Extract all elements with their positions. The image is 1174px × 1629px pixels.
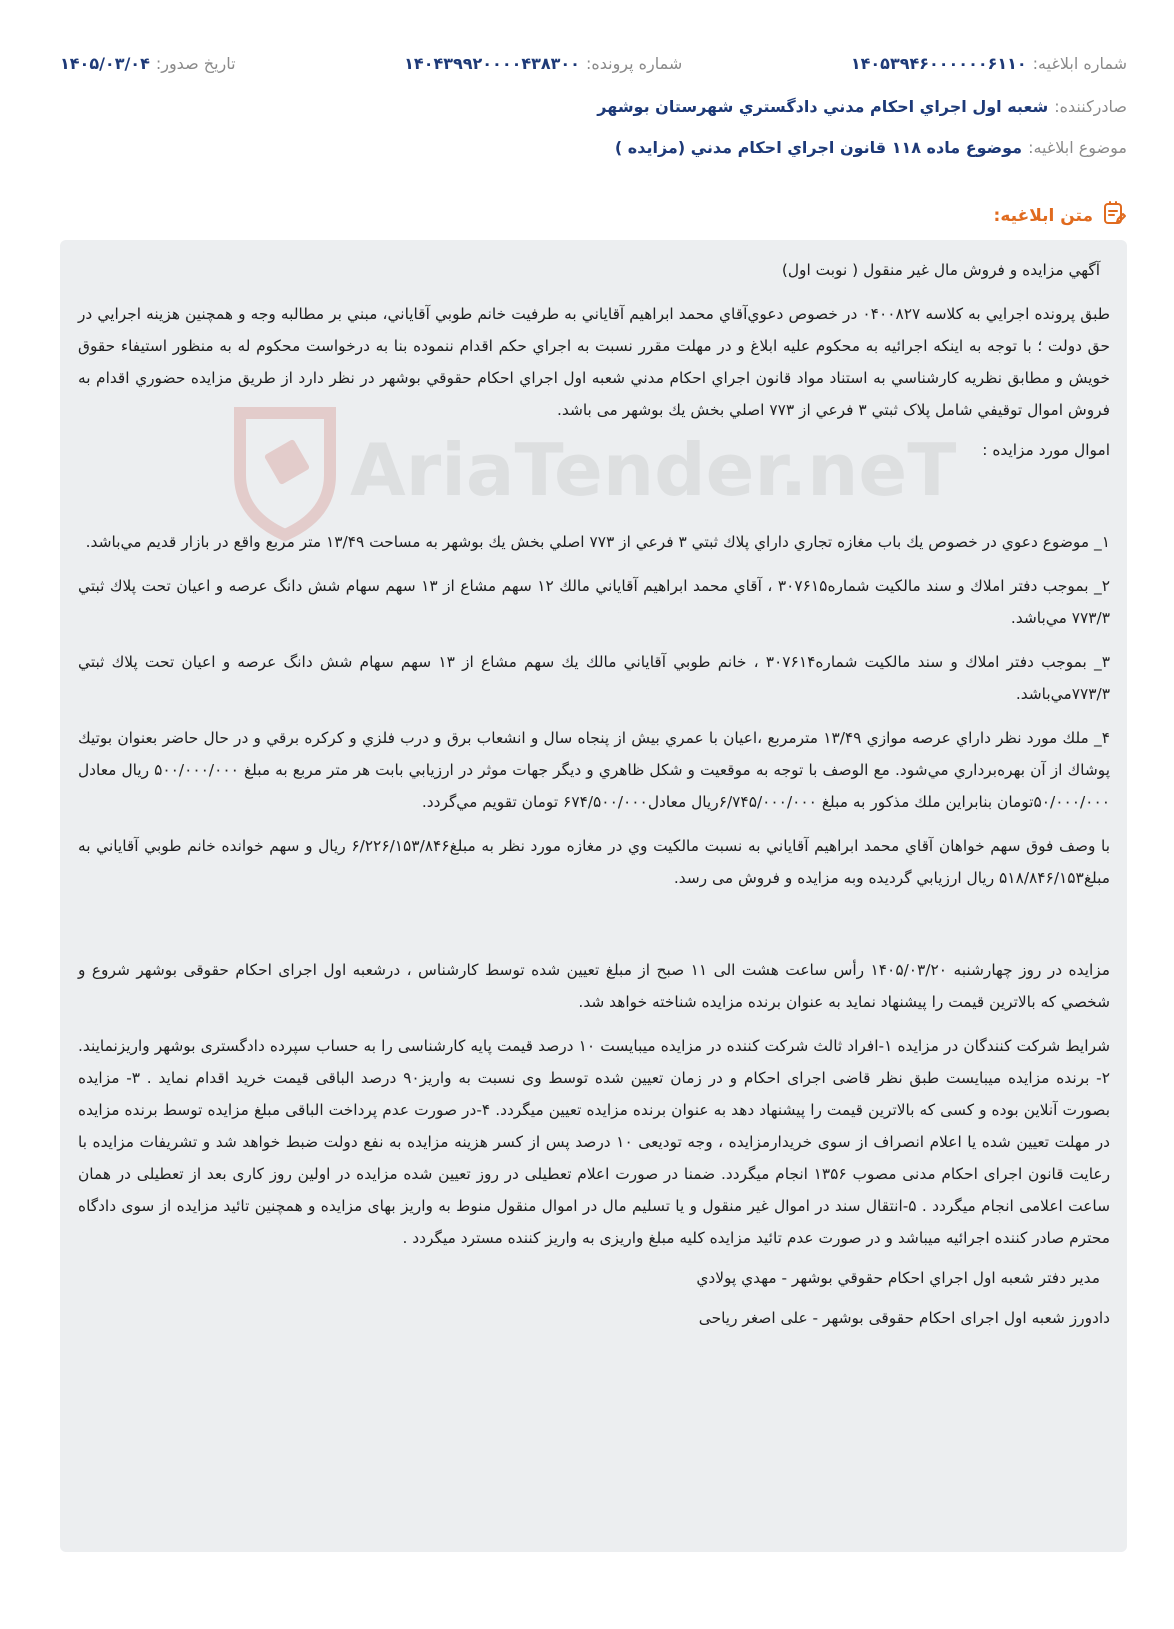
asset-item-2: ۲_ بموجب دفتر املاك و سند مالكيت شماره۳۰۷۶۱۵ ، آقاي محمد ابراهيم آقاياني مالك ۱۲ سهم مشاع از ۱۳ سهم سهام شش دانگ عرصه و اعيان تحت پلاك ثبتي ۷۷۳/۳ مي‌باشد. [78, 577, 1110, 627]
notice-body [78, 254, 1110, 1334]
notice-number-value: ۱۴۰۵۳۹۴۶۰۰۰۰۰۰۶۱۱۰ [850, 54, 1027, 73]
notice-headline: آگهي مزايده و فروش مال غير منقول ( نوبت اول) [781, 261, 1100, 279]
asset-item-1: ۱_ موضوع دعوي در خصوص يك باب مغازه تجاري داراي پلاك ثبتي ۳ فرعي از ۷۷۳ اصلي بخش يك بوشهر به مساحت ۱۳/۴۹ متر مربع واقع در بازار قديم مي‌باشد. [85, 533, 1110, 551]
assets-title: اموال مورد مزايده : [982, 441, 1110, 459]
issuer-value: شعبه اول اجراي احکام مدني دادگستري شهرستان بوشهر [597, 97, 1049, 116]
case-number-value: ۱۴۰۴۳۹۹۲۰۰۰۰۴۳۸۳۰۰ [404, 54, 580, 73]
subject-line [60, 138, 1127, 157]
asset-item-4: ۴_ ملك مورد نظر داراي عرصه موازي ۱۳/۴۹ مترمربع ،اعيان با عمري بيش از پنجاه سال و انشعاب برق و درب فلزي و كركره برقي و در حال حاضر بعنوان بوتيك پوشاك از آن بهره‌برداري مي‌شود. مع الوصف با توجه به موقعيت و شكل ظاهري و ديگر جهات موثر در ارزيابي بابت هر متر مربع به مبلغ ۵۰۰/۰۰۰/۰۰۰ ريال معادل ۵۰/۰۰۰/۰۰۰تومان بنابراين ملك مذكور به مبلغ ۶/۷۴۵/۰۰۰/۰۰۰ريال معادل۶۷۴/۵۰۰/۰۰۰ تومان تقويم مي‌گردد. [78, 729, 1110, 811]
issue-date-value: ۱۴۰۵/۰۳/۰۴ [60, 54, 150, 73]
notice-number [851, 54, 1127, 73]
notice-body-panel [60, 240, 1127, 1552]
issue-date [60, 54, 236, 73]
notice-text-title: متن ابلاغيه: [993, 205, 1093, 226]
case-number [404, 54, 682, 73]
conditions-paragraph: شرايط شرکت کنندگان در مزايده ۱-افراد ثالث شرکت کننده در مزايده ميبايست ۱۰ درصد قيمت پايه کارشناسی را به حساب سپرده دادگستری بوشهر واريزنمايند. ۲- برنده مزايده ميبايست طبق نظر قاضی اجرای احکام و در زمان تعيين شده توسط وی نسبت به واريز۹۰ درصد الباقی قيمت خريد اقدام نمايد . ۳- مزايده بصورت آنلاين بوده و کسی که بالاترين قيمت را پيشنهاد دهد به عنوان برنده مزايده تعيين ميگردد. ۴-در صورت عدم پرداخت الباقی مبلغ مزايده توسط برنده مزايده در مهلت تعيين شده يا اعلام انصراف از سوی خريدارمزايده ، وجه توديعی ۱۰ درصد پس از کسر هزينه مزايده به نفع دولت ضبط خواهد شد و تشريفات مزايده با رعايت قانون اجرای احکام مدنی مصوب ۱۳۵۶ انجام ميگردد. ضمنا در صورت اعلام تعطيلی در روز تعيين شده مزايده در اولين روز کاری بعد از تعطيلی در همان ساعت اعلامی انجام ميگردد . ۵-انتقال سند در اموال غير منقول و يا تسليم مال در اموال منقول منوط به واريز بهای مزايده و همچنين تائيد مزايده از سوی دادگاه محترم صادر کننده اجرائيه ميباشد و در صورت عدم تائيد مزايده کليه مبلغ واريزی به واريز کننده مسترد ميگردد . [78, 1037, 1111, 1247]
document-edit-icon [1101, 200, 1127, 231]
notice-meta [60, 54, 1127, 73]
subject-label: موضوع ابلاغيه: [1028, 138, 1127, 157]
share-paragraph: با وصف فوق سهم خواهان آقاي محمد ابراهيم آقاياني به نسبت مالكيت وي در مغازه مورد نظر به مبلغ۶/۲۲۶/۱۵۳/۸۴۶ ريال و سهم خوانده خانم طوبي آقاياني به مبلغ۵۱۸/۸۴۶/۱۵۳ ريال ارزيابي گرديده وبه مزايده و فروش مى رسد. [78, 837, 1111, 887]
notice-intro: طبق پرونده اجرايي به کلاسه ۰۴۰۰۸۲۷ در خصوص دعوي‌آقاي محمد ابراهيم آقاياني به طرفيت خانم طوبي آقاياني، مبني بر مطالبه وجه و همچنين هزينه اجرايي در حق دولت ؛ با توجه به اينکه اجرائيه به محکوم عليه ابلاغ و در مهلت مقرر نسبت به اجراي حکم اقدام ننموده بنا به درخواست محکوم له به منظور استيفاء حقوق خويش و مطابق نظريه کارشناسي به استناد مواد قانون اجراي احکام مدني شعبه اول اجراي احکام حقوقي بوشهر در نظر دارد از طريق مزايده حضوري اقدام به فروش اموال توقيفي شامل پلاک ثبتي ۳ فرعي از ۷۷۳ اصلي بخش يك بوشهر مى باشد. [78, 305, 1111, 419]
auction-paragraph: مزایده در روز چهارشنبه ۱۴۰۵/۰۳/۲۰ رأس ساعت هشت الی ۱۱ صبح از مبلغ تعیین شده توسط کارشناس ، درشعبه اول اجرای احکام حقوقی بوشهر شروع و شخصي كه بالاترين قيمت را پيشنهاد نمايد به عنوان برنده مزايده شناخته خواهد شد. [78, 961, 1110, 1011]
issuer-line [60, 97, 1127, 116]
issuer-label: صادرکننده: [1054, 97, 1127, 116]
asset-item-3: ۳_ بموجب دفتر املاك و سند مالكيت شماره۳۰۷۶۱۴ ، خانم طوبي آقاياني مالك يك سهم مشاع از ۱۳ سهم سهام شش دانگ عرصه و اعيان تحت پلاك ثبتي ۷۷۳/۳مي‌باشد. [78, 653, 1110, 703]
notice-text-heading [994, 200, 1127, 231]
subject-value: موضوع ماده ۱۱۸ قانون اجراي احکام مدني (مزايده ) [614, 138, 1023, 157]
signature-office-manager: مدير دفتر شعبه اول اجراي احكام حقوقي بوشهر - مهدي پولادي [696, 1269, 1100, 1287]
signature-bailiff: دادورز شعبه اول اجرای احکام حقوقی بوشهر - علی اصغر رياحی [698, 1309, 1110, 1327]
case-number-label: شماره پرونده: [585, 54, 683, 73]
notice-number-label: شماره ابلاغيه: [1032, 54, 1127, 73]
issue-date-label: تاريخ صدور: [155, 54, 236, 73]
